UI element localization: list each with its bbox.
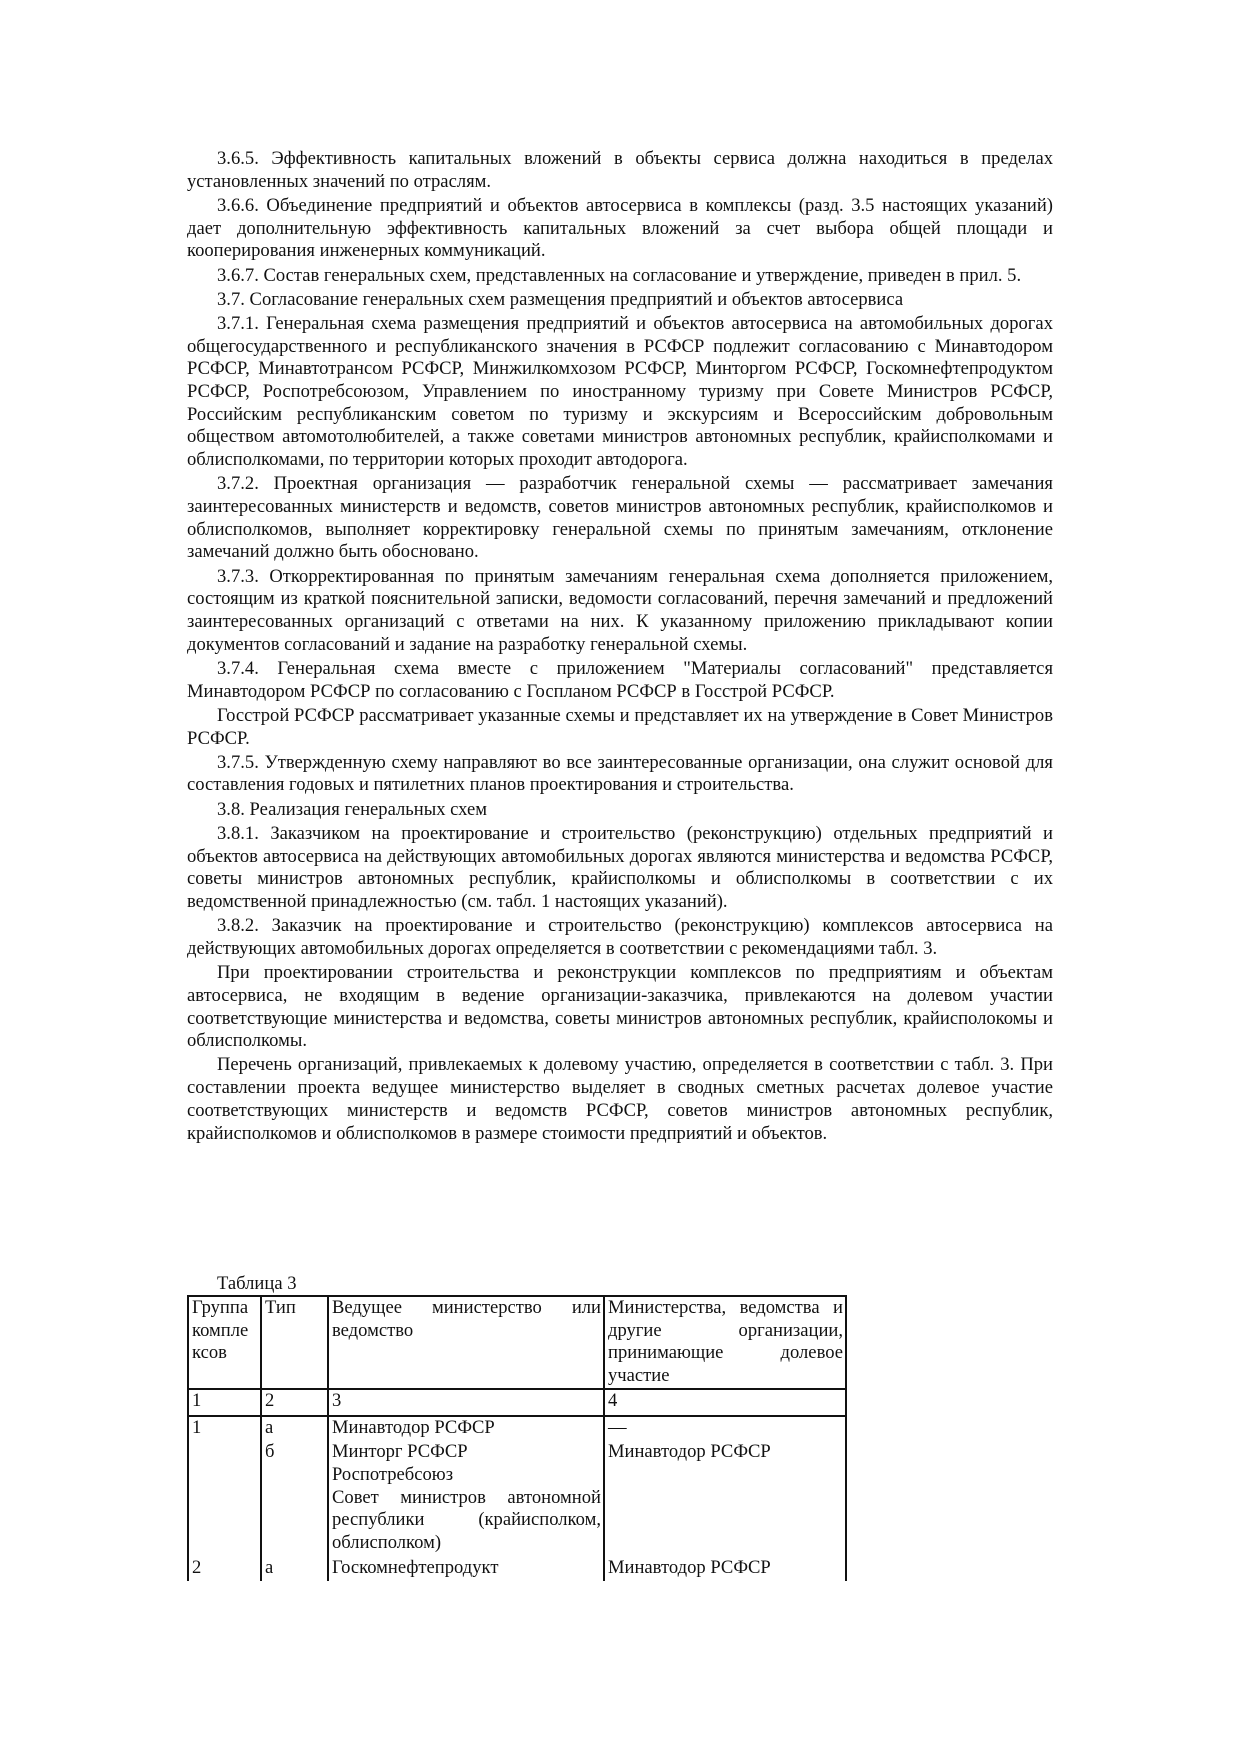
header-type: Тип bbox=[261, 1296, 328, 1389]
participants-cell: Минавтодор РСФСР bbox=[604, 1557, 846, 1582]
paragraph-3-6-6: 3.6.6. Объединение предприятий и объектов автосервиса в комплексы (разд. 3.5 настоящих указаний) дает дополнительную эффективность капитальных вложений за счет выбора общей площади и кооперирования инженерных коммуникаций. bbox=[187, 194, 1053, 262]
header-group: Группа компле ксов bbox=[188, 1296, 261, 1389]
paragraph-3-8-2: 3.8.2. Заказчик на проектирование и строительство (реконструкцию) комплексов автосервиса на действующих автомобильных дорогах определяется в соответствии с рекомендациями табл. 3. bbox=[187, 915, 1053, 959]
paragraph-3-7-4: 3.7.4. Генеральная схема вместе с приложением "Материалы согласований" представляется Минавтодором РСФСР по согласованию с Госпланом РСФСР в Госстрой РСФСР. bbox=[187, 657, 1053, 702]
section-heading-3-8: 3.8. Реализация генеральных схем bbox=[217, 798, 488, 820]
table-row bbox=[188, 1557, 846, 1582]
type-cell: б bbox=[261, 1441, 328, 1557]
paragraph-organizations-list: Перечень организаций, привлекаемых к долевому участию, определяется в соответствии с табл. 3. При составлении проекта ведущее министерство выделяет в сводных сметных расчетах долевое участие соответствующих министерств и ведомств РСФСР, советов министров автономных республик, крайисполкомов и облисполкомов в размере стоимости предприятий и объектов. bbox=[187, 1054, 1053, 1144]
section-heading-3-7: 3.7. Согласование генеральных схем размещения предприятий и объектов автосервиса bbox=[217, 288, 904, 310]
document-body bbox=[187, 148, 1053, 1147]
lead-ministry: Минторг РСФСР bbox=[332, 1441, 468, 1463]
lead-ministry: Совет министров автономной республики (крайисполком, облисполком) bbox=[332, 1486, 601, 1554]
paragraph-3-7-2: 3.7.2. Проектная организация — разработчик генеральной схемы — рассматривает замечания заинтересованных министерств и ведомств, советов министров автономных республик, крайисполкомов и облисполкомов, выполняет корректировку генеральной схемы по принятым замечаниям, отклонение замечаний должно быть обосновано. bbox=[187, 473, 1053, 563]
column-number: 1 bbox=[188, 1389, 261, 1416]
lead-cell bbox=[328, 1441, 604, 1557]
table-row bbox=[188, 1416, 846, 1442]
type-cell: а bbox=[261, 1557, 328, 1582]
lead-ministry: Роспотребсоюз bbox=[332, 1463, 454, 1485]
paragraph-3-7-1: 3.7.1. Генеральная схема размещения предприятий и объектов автосервиса на автомобильных дорогах общегосударственного и республиканского значения в РСФСР подлежит согласованию с Минавтодором РСФСР, Минавтотрансом РСФСР, Минжилкомхозом РСФСР, Минторгом РСФСР, Госкомнефтепродуктом РСФСР, Роспотребсоюзом, Управлением по иностранному туризму при Совете Министров РСФСР, Российским республиканским советом по туризму и экскурсиям и Всероссийским добровольным обществом автомотолюбителей, а также советами министров автономных республик, крайисполкомами и облисполкомами, по территории которых проходит автодорога. bbox=[187, 312, 1053, 471]
group-cell bbox=[188, 1441, 261, 1557]
header-lead-ministry: Ведущее министерство или ведомство bbox=[328, 1296, 604, 1389]
header-participants: Министерства, ведомства и другие организации, принимающие долевое участие bbox=[604, 1296, 846, 1389]
paragraph-gosstroy: Госстрой РСФСР рассматривает указанные схемы и представляет их на утверждение в Совет Министров РСФСР. bbox=[187, 704, 1053, 749]
paragraph-3-8-1: 3.8.1. Заказчиком на проектирование и строительство (реконструкцию) отдельных предприятий и объектов автосервиса на действующих автомобильных дорогах являются министерства и ведомства РСФСР, советы министров автономных республик, крайисполкомы и облисполкомы в соответствии с их ведомственной принадлежностью (см. табл. 1 настоящих указаний). bbox=[187, 822, 1053, 912]
table-3 bbox=[187, 1295, 847, 1581]
table-row bbox=[188, 1441, 846, 1557]
column-number-row bbox=[188, 1389, 846, 1416]
table-caption: Таблица 3 bbox=[217, 1273, 297, 1294]
paragraph-design-participation: При проектировании строительства и реконструкции комплексов по предприятиям и объектам автосервиса, не входящим в ведение организации-заказчика, привлекаются на долевом участии соответствующие министерства и ведомства, советы министров автономных республик, крайисполокомы и облисполкомы. bbox=[187, 962, 1053, 1052]
lead-ministry: Минавтодор РСФСР bbox=[332, 1416, 495, 1438]
type-cell: а bbox=[261, 1416, 328, 1442]
lead-cell bbox=[328, 1416, 604, 1442]
participants-cell: Минавтодор РСФСР bbox=[604, 1441, 846, 1557]
paragraph-3-6-7: 3.6.7. Состав генеральных схем, представленных на согласование и утверждение, приведен в прил. 5. bbox=[217, 264, 1022, 286]
column-number: 3 bbox=[328, 1389, 604, 1416]
group-cell: 2 bbox=[188, 1557, 261, 1582]
paragraph-3-6-5: 3.6.5. Эффективность капитальных вложений в объекты сервиса должна находиться в пределах установленных значений по отраслям. bbox=[187, 148, 1053, 192]
paragraph-3-7-5: 3.7.5. Утвержденную схему направляют во все заинтересованные организации, она служит основой для составления годовых и пятилетних планов проектирования и строительства. bbox=[187, 751, 1053, 796]
participants-cell: — bbox=[604, 1416, 846, 1442]
lead-cell bbox=[328, 1557, 604, 1582]
group-cell: 1 bbox=[188, 1416, 261, 1442]
table-header-row bbox=[188, 1296, 846, 1389]
lead-ministry: Госкомнефтепродукт bbox=[332, 1556, 499, 1578]
paragraph-3-7-3: 3.7.3. Откорректированная по принятым замечаниям генеральная схема дополняется приложением, состоящим из краткой пояснительной записки, ведомости согласований, перечня замечаний и предложений заинтересованных организаций с ответами на них. К указанному приложению прикладывают копии документов согласований и задание на разработку генеральной схемы. bbox=[187, 565, 1053, 655]
column-number: 2 bbox=[261, 1389, 328, 1416]
column-number: 4 bbox=[604, 1389, 846, 1416]
